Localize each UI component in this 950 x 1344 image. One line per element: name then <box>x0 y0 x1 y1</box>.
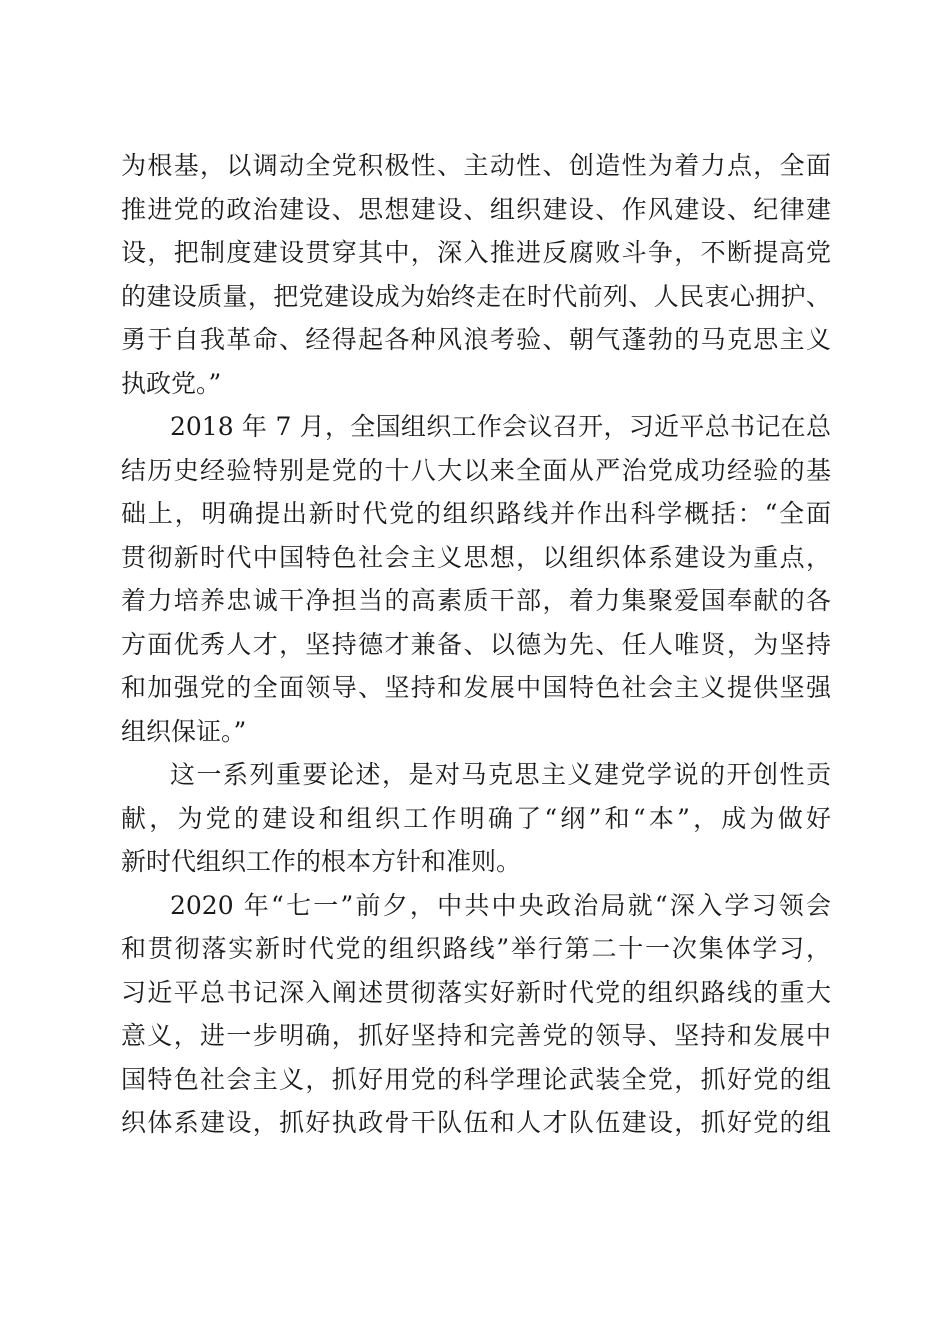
paragraph-2 <box>121 405 831 753</box>
text-line: 组织保证。” <box>121 716 247 746</box>
paragraph-4 <box>121 884 831 1145</box>
text-line: 2018 年 7 月，全国组织工作会议召开，习近平总书记在总 <box>170 412 831 441</box>
text-line: 执政党。” <box>121 368 222 398</box>
text-line: 为根基，以调动全党积极性、主动性、创造性为着力点，全面 <box>121 151 831 180</box>
text-line: 这一系列重要论述，是对马克思主义建党学说的开创性贡 <box>170 760 831 789</box>
text-line: 础上，明确提出新时代党的组织路线并作出科学概括：“全面 <box>121 499 831 528</box>
text-line: 推进党的政治建设、思想建设、组织建设、作风建设、纪律建 <box>121 194 831 224</box>
text-line: 新时代组织工作的根本方针和准则。 <box>121 847 522 876</box>
text-line: 国特色社会主义，抓好用党的科学理论武装全党，抓好党的组 <box>121 1064 831 1094</box>
paragraph-3 <box>121 753 831 884</box>
text-line: 贯彻新时代中国特色社会主义思想，以组织体系建设为重点， <box>121 542 831 572</box>
text-line: 习近平总书记深入阐述贯彻落实好新时代党的组织路线的重大 <box>121 977 831 1007</box>
text-line: 勇于自我革命、经得起各种风浪考验、朝气蓬勃的马克思主义 <box>121 325 831 354</box>
text-line: 结历史经验特别是党的十八大以来全面从严治党成功经验的基 <box>121 455 831 485</box>
text-line: 献，为党的建设和组织工作明确了“纲”和“本”，成为做好 <box>121 803 831 833</box>
text-line: 和加强党的全面领导、坚持和发展中国特色社会主义提供坚强 <box>121 673 831 702</box>
text-line: 方面优秀人才，坚持德才兼备、以德为先、任人唯贤，为坚持 <box>121 629 831 659</box>
text-line: 设，把制度建设贯穿其中，深入推进反腐败斗争，不断提高党 <box>121 238 831 267</box>
text-line: 织体系建设，抓好执政骨干队伍和人才队伍建设，抓好党的组 <box>121 1108 831 1137</box>
text-line: 意义，进一步明确，抓好坚持和完善党的领导、坚持和发展中 <box>121 1021 831 1050</box>
text-line: 着力培养忠诚干净担当的高素质干部，着力集聚爱国奉献的各 <box>121 586 831 615</box>
text-line: 和贯彻落实新时代党的组织路线”举行第二十一次集体学习， <box>121 934 831 963</box>
text-line: 的建设质量，把党建设成为始终走在时代前列、人民衷心拥护、 <box>121 281 831 311</box>
paragraph-1 <box>121 144 831 405</box>
text-line: 2020 年“七一”前夕，中共中央政治局就“深入学习领会 <box>170 890 831 920</box>
document-body <box>121 144 831 1145</box>
